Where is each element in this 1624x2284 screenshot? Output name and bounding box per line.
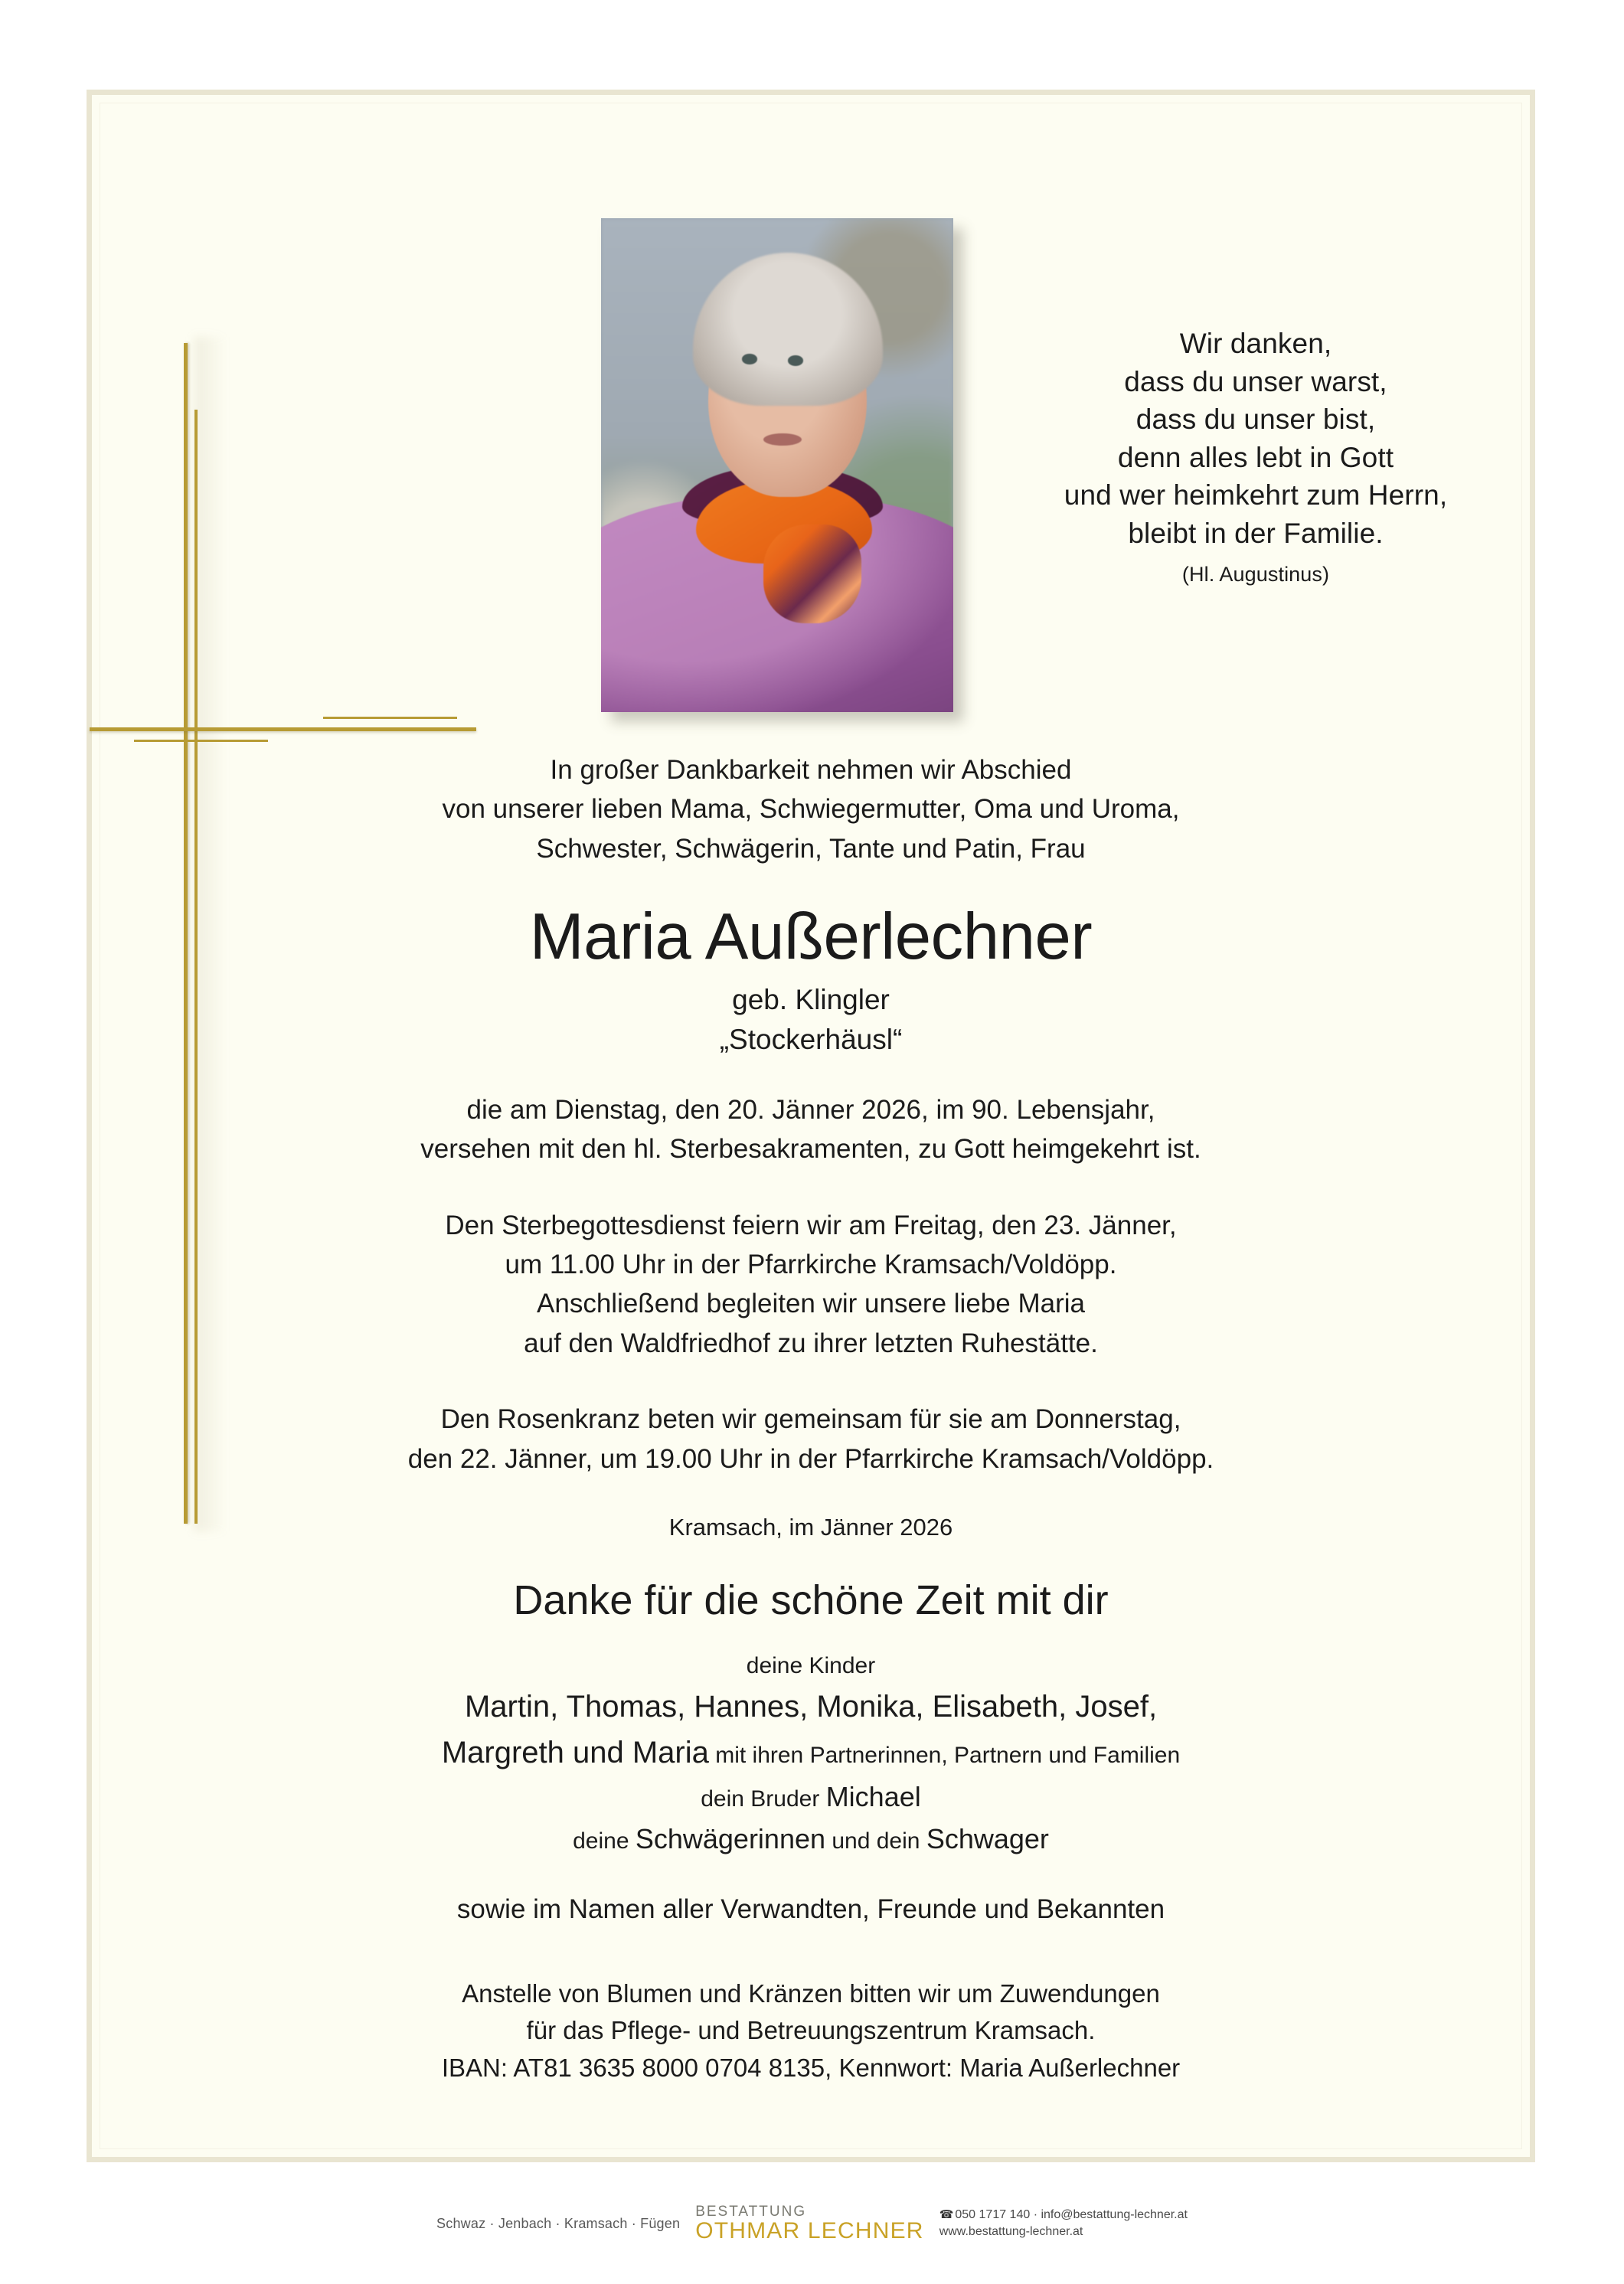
inlaws-prefix: deine bbox=[573, 1828, 629, 1854]
quote-source: (Hl. Augustinus) bbox=[1181, 563, 1330, 587]
quote-line-1: Wir danken, bbox=[1179, 328, 1332, 359]
deceased-maiden-name: geb. Klingler bbox=[732, 984, 890, 1016]
portrait-photo bbox=[601, 218, 953, 712]
all-relatives-line: sowie im Namen aller Verwandten, Freunde und Bekannten bbox=[456, 1894, 1165, 1924]
rosary-line-1: Den Rosenkranz beten wir gemeinsam für sie am Donnerstag, bbox=[440, 1404, 1181, 1435]
phone-icon: ☎ bbox=[939, 2208, 954, 2222]
brand-line-bottom: OTHMAR LECHNER bbox=[695, 2218, 924, 2243]
funeral-home-logo bbox=[695, 2204, 924, 2243]
brother-name: Michael bbox=[825, 1781, 921, 1813]
quote-line-6: bleibt in der Familie. bbox=[1128, 517, 1384, 549]
deceased-nickname: „Stockerhäusl“ bbox=[719, 1023, 903, 1055]
quote-line-2: dass du unser warst, bbox=[1124, 365, 1387, 397]
children-partners-text: mit ihren Partnerinnen, Partnern und Familien bbox=[715, 1743, 1181, 1769]
brand-line-top: BESTATTUNG bbox=[695, 2204, 807, 2220]
funeral-home-footer bbox=[0, 2204, 1624, 2243]
footer-contact-line-1 bbox=[939, 2207, 1188, 2224]
children-names-line-1: Martin, Thomas, Hannes, Monika, Elisabeth, Josef, bbox=[464, 1689, 1158, 1724]
deceased-name: Maria Außerlechner bbox=[529, 900, 1093, 974]
memorial-body bbox=[87, 750, 1535, 2086]
inlaws-brother: Schwager bbox=[926, 1822, 1049, 1854]
brother-label: dein Bruder bbox=[701, 1786, 820, 1812]
death-paragraph bbox=[87, 1090, 1535, 1169]
service-line-4: auf den Waldfriedhof zu ihrer letzten Ruhestätte. bbox=[524, 1328, 1098, 1358]
rosary-paragraph bbox=[87, 1400, 1535, 1479]
inlaws-conjunction: und dein bbox=[832, 1828, 920, 1854]
intro-paragraph bbox=[87, 750, 1535, 868]
footer-contact bbox=[939, 2207, 1188, 2240]
photo-softening-overlay bbox=[601, 218, 953, 712]
inlaws-line bbox=[87, 1818, 1535, 1861]
death-line-1: die am Dienstag, den 20. Jänner 2026, im 90. Lebensjahr, bbox=[466, 1094, 1155, 1125]
inlaws-sisters: Schwägerinnen bbox=[635, 1822, 826, 1854]
quote-line-3: dass du unser bist, bbox=[1135, 404, 1376, 436]
funeral-service-paragraph bbox=[87, 1206, 1535, 1364]
service-line-2: um 11.00 Uhr in der Pfarrkirche Kramsach/Voldöpp. bbox=[505, 1250, 1117, 1280]
children-names-continued: Margreth und Maria bbox=[441, 1736, 709, 1770]
footer-phone-email: 050 1717 140 · info@bestattung-lechner.at bbox=[955, 2208, 1188, 2222]
donation-line-1: Anstelle von Blumen und Kränzen bitten wir um Zuwendungen bbox=[462, 1978, 1160, 2008]
memorial-quote bbox=[995, 325, 1516, 589]
thanks-heading: Danke für die schöne Zeit mit dir bbox=[513, 1577, 1109, 1624]
footer-towns: Schwaz · Jenbach · Kramsach · Fügen bbox=[436, 2215, 681, 2231]
rosary-line-2: den 22. Jänner, um 19.00 Uhr in der Pfarrkirche Kramsach/Voldöpp. bbox=[407, 1443, 1214, 1474]
place-and-date: Kramsach, im Jänner 2026 bbox=[668, 1514, 953, 1541]
family-list bbox=[87, 1648, 1535, 1861]
footer-website[interactable]: www.bestattung-lechner.at bbox=[939, 2225, 1083, 2238]
death-line-2: versehen mit den hl. Sterbesakramenten, zu Gott heimgekehrt ist. bbox=[420, 1134, 1201, 1165]
service-line-3: Anschließend begleiten wir unsere liebe Maria bbox=[537, 1289, 1085, 1319]
donation-line-2: für das Pflege- und Betreuungszentrum Kramsach. bbox=[526, 2016, 1096, 2045]
children-names-line-2 bbox=[87, 1730, 1535, 1776]
quote-line-5: und wer heimkehrt zum Herrn, bbox=[1064, 479, 1448, 511]
intro-line-1: In großer Dankbarkeit nehmen wir Abschied bbox=[550, 755, 1072, 785]
intro-line-3: Schwester, Schwägerin, Tante und Patin, Frau bbox=[536, 833, 1086, 864]
brother-line bbox=[87, 1776, 1535, 1818]
donation-iban-line: IBAN: AT81 3635 8000 0704 8135, Kennwort: Maria Außerlechner bbox=[441, 2053, 1181, 2082]
service-line-1: Den Sterbegottesdienst feiern wir am Freitag, den 23. Jänner, bbox=[445, 1210, 1177, 1240]
donation-paragraph bbox=[87, 1975, 1535, 2087]
children-label: deine Kinder bbox=[746, 1653, 876, 1678]
intro-line-2: von unserer lieben Mama, Schwiegermutter, Oma und Uroma, bbox=[442, 794, 1180, 825]
quote-line-4: denn alles lebt in Gott bbox=[1117, 441, 1394, 473]
